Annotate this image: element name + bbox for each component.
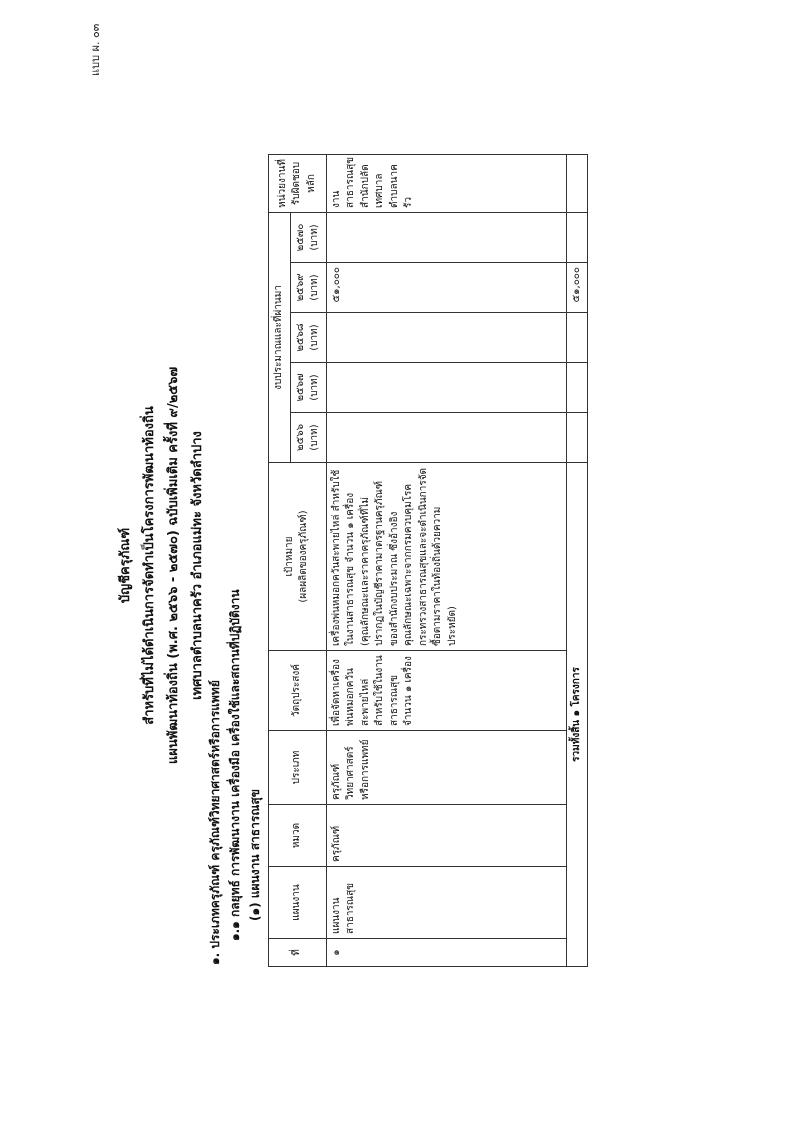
section-type: ๑. ประเภทครุภัณฑ์ ครุภัณฑ์วิทยาศาสตร์หรือการแพทย์ [208, 680, 222, 965]
summary-budget-2569: ๕๑,๐๐๐ [566, 263, 588, 313]
year-unit: (บาท) [309, 374, 320, 401]
summary-label: รวมทั้งสิ้น ๑ โครงการ [566, 463, 588, 967]
header-plan: แผนงาน [269, 867, 327, 939]
year-unit: (บาท) [309, 274, 320, 301]
year-label: ๒๕๖๘ [294, 323, 306, 352]
equipment-table [268, 154, 588, 967]
row-target: เครื่องพ่นหมอกควันสะพายไหล่ สำหรับใช้ในงานสาธารณสุข จำนวน ๑ เครื่อง (คุณลักษณะและราคาครุภัณฑ์ที่ไม่ปรากฏในบัญชีราคามาตรฐานครุภัณฑ์ของสำนักงบประมาณ ซึ่งอ้างอิงคุณลักษณะเฉพาะจากกรมควบคุมโรค กระทรวงสาธารณสุขและจะดำเนินการจัดซื้อตามราคาในท้องถิ่นด้วยความประหยัด) [326, 463, 566, 651]
title-line-3: แผนพัฒนาท้องถิ่น (พ.ศ. ๒๕๖๖ - ๒๕๗๐) ฉบับเพิ่มเติม ครั้งที่ ๙/๒๕๖๗ [166, 366, 181, 765]
row-budget-2569: ๕๑,๐๐๐ [326, 263, 566, 313]
summary-budget-2568 [566, 313, 588, 363]
year-label: ๒๕๗๐ [294, 223, 306, 252]
row-plan: แผนงาน สาธารณสุข [326, 867, 566, 939]
section-plan: (๑) แผนงาน สาธารณสุข [248, 789, 262, 921]
year-label: ๒๕๖๙ [294, 273, 306, 302]
row-budget-2568 [326, 313, 566, 363]
header-target-title: เป้าหมาย [283, 536, 295, 577]
title-line-4: เทศบาลตำบลนาครัว อำเภอแม่ทะ จังหวัดลำปาง [190, 431, 205, 700]
title-line-1: บัญชีครุภัณฑ์ [118, 527, 133, 604]
year-unit: (บาท) [309, 424, 320, 451]
header-no: ที่ [269, 939, 327, 967]
year-label: ๒๕๖๗ [294, 373, 306, 402]
section-strategy: ๑.๑ กลยุทธ์ การพัฒนางาน เครื่องมือ เครื่องใช้และสถานที่ปฏิบัติงาน [228, 589, 242, 941]
row-category: ครุภัณฑ์ [326, 805, 566, 867]
row-budget-2570 [326, 212, 566, 262]
header-row [269, 154, 291, 966]
row-budget-2566 [326, 413, 566, 463]
row-no: ๑ [326, 939, 566, 967]
header-year [290, 212, 326, 262]
form-code: แบบ ผ. ๐๓ [89, 23, 102, 76]
year-unit: (บาท) [309, 224, 320, 251]
row-agency: งานสาธารณสุข สำนักปลัดเทศบาลตำบลนาครัว [326, 154, 566, 212]
header-budget-group: งบประมาณและที่ผ่านมา [269, 212, 291, 462]
header-year [290, 313, 326, 363]
summary-row [566, 154, 588, 966]
header-target-sub: (ผลผลิตของครุภัณฑ์) [298, 510, 310, 603]
row-budget-2567 [326, 363, 566, 413]
summary-budget-2566 [566, 413, 588, 463]
header-year [290, 263, 326, 313]
header-target [269, 463, 327, 651]
header-agency: หน่วยงานที่รับผิดชอบหลัก [269, 154, 327, 212]
summary-budget-2567 [566, 363, 588, 413]
summary-budget-2570 [566, 212, 588, 262]
summary-agency [566, 154, 588, 212]
header-type: ประเภท [269, 731, 327, 805]
header-year [290, 363, 326, 413]
row-type: ครุภัณฑ์วิทยาศาสตร์หรือการแพทย์ [326, 731, 566, 805]
title-line-2: สำหรับที่ไม่ได้ดำเนินการจัดทำเป็นโครงการพัฒนาท้องถิ่น [142, 406, 157, 725]
table-row [326, 154, 566, 966]
row-objective: เพื่อจัดหาเครื่องพ่นหมอกควันสะพายไหล่สำหรับใช้ในงานสาธารณสุข จำนวน ๑ เครื่อง [326, 651, 566, 731]
header-objective: วัตถุประสงค์ [269, 651, 327, 731]
year-unit: (บาท) [309, 324, 320, 351]
header-category: หมวด [269, 805, 327, 867]
header-year [290, 413, 326, 463]
year-label: ๒๕๖๖ [294, 424, 306, 451]
